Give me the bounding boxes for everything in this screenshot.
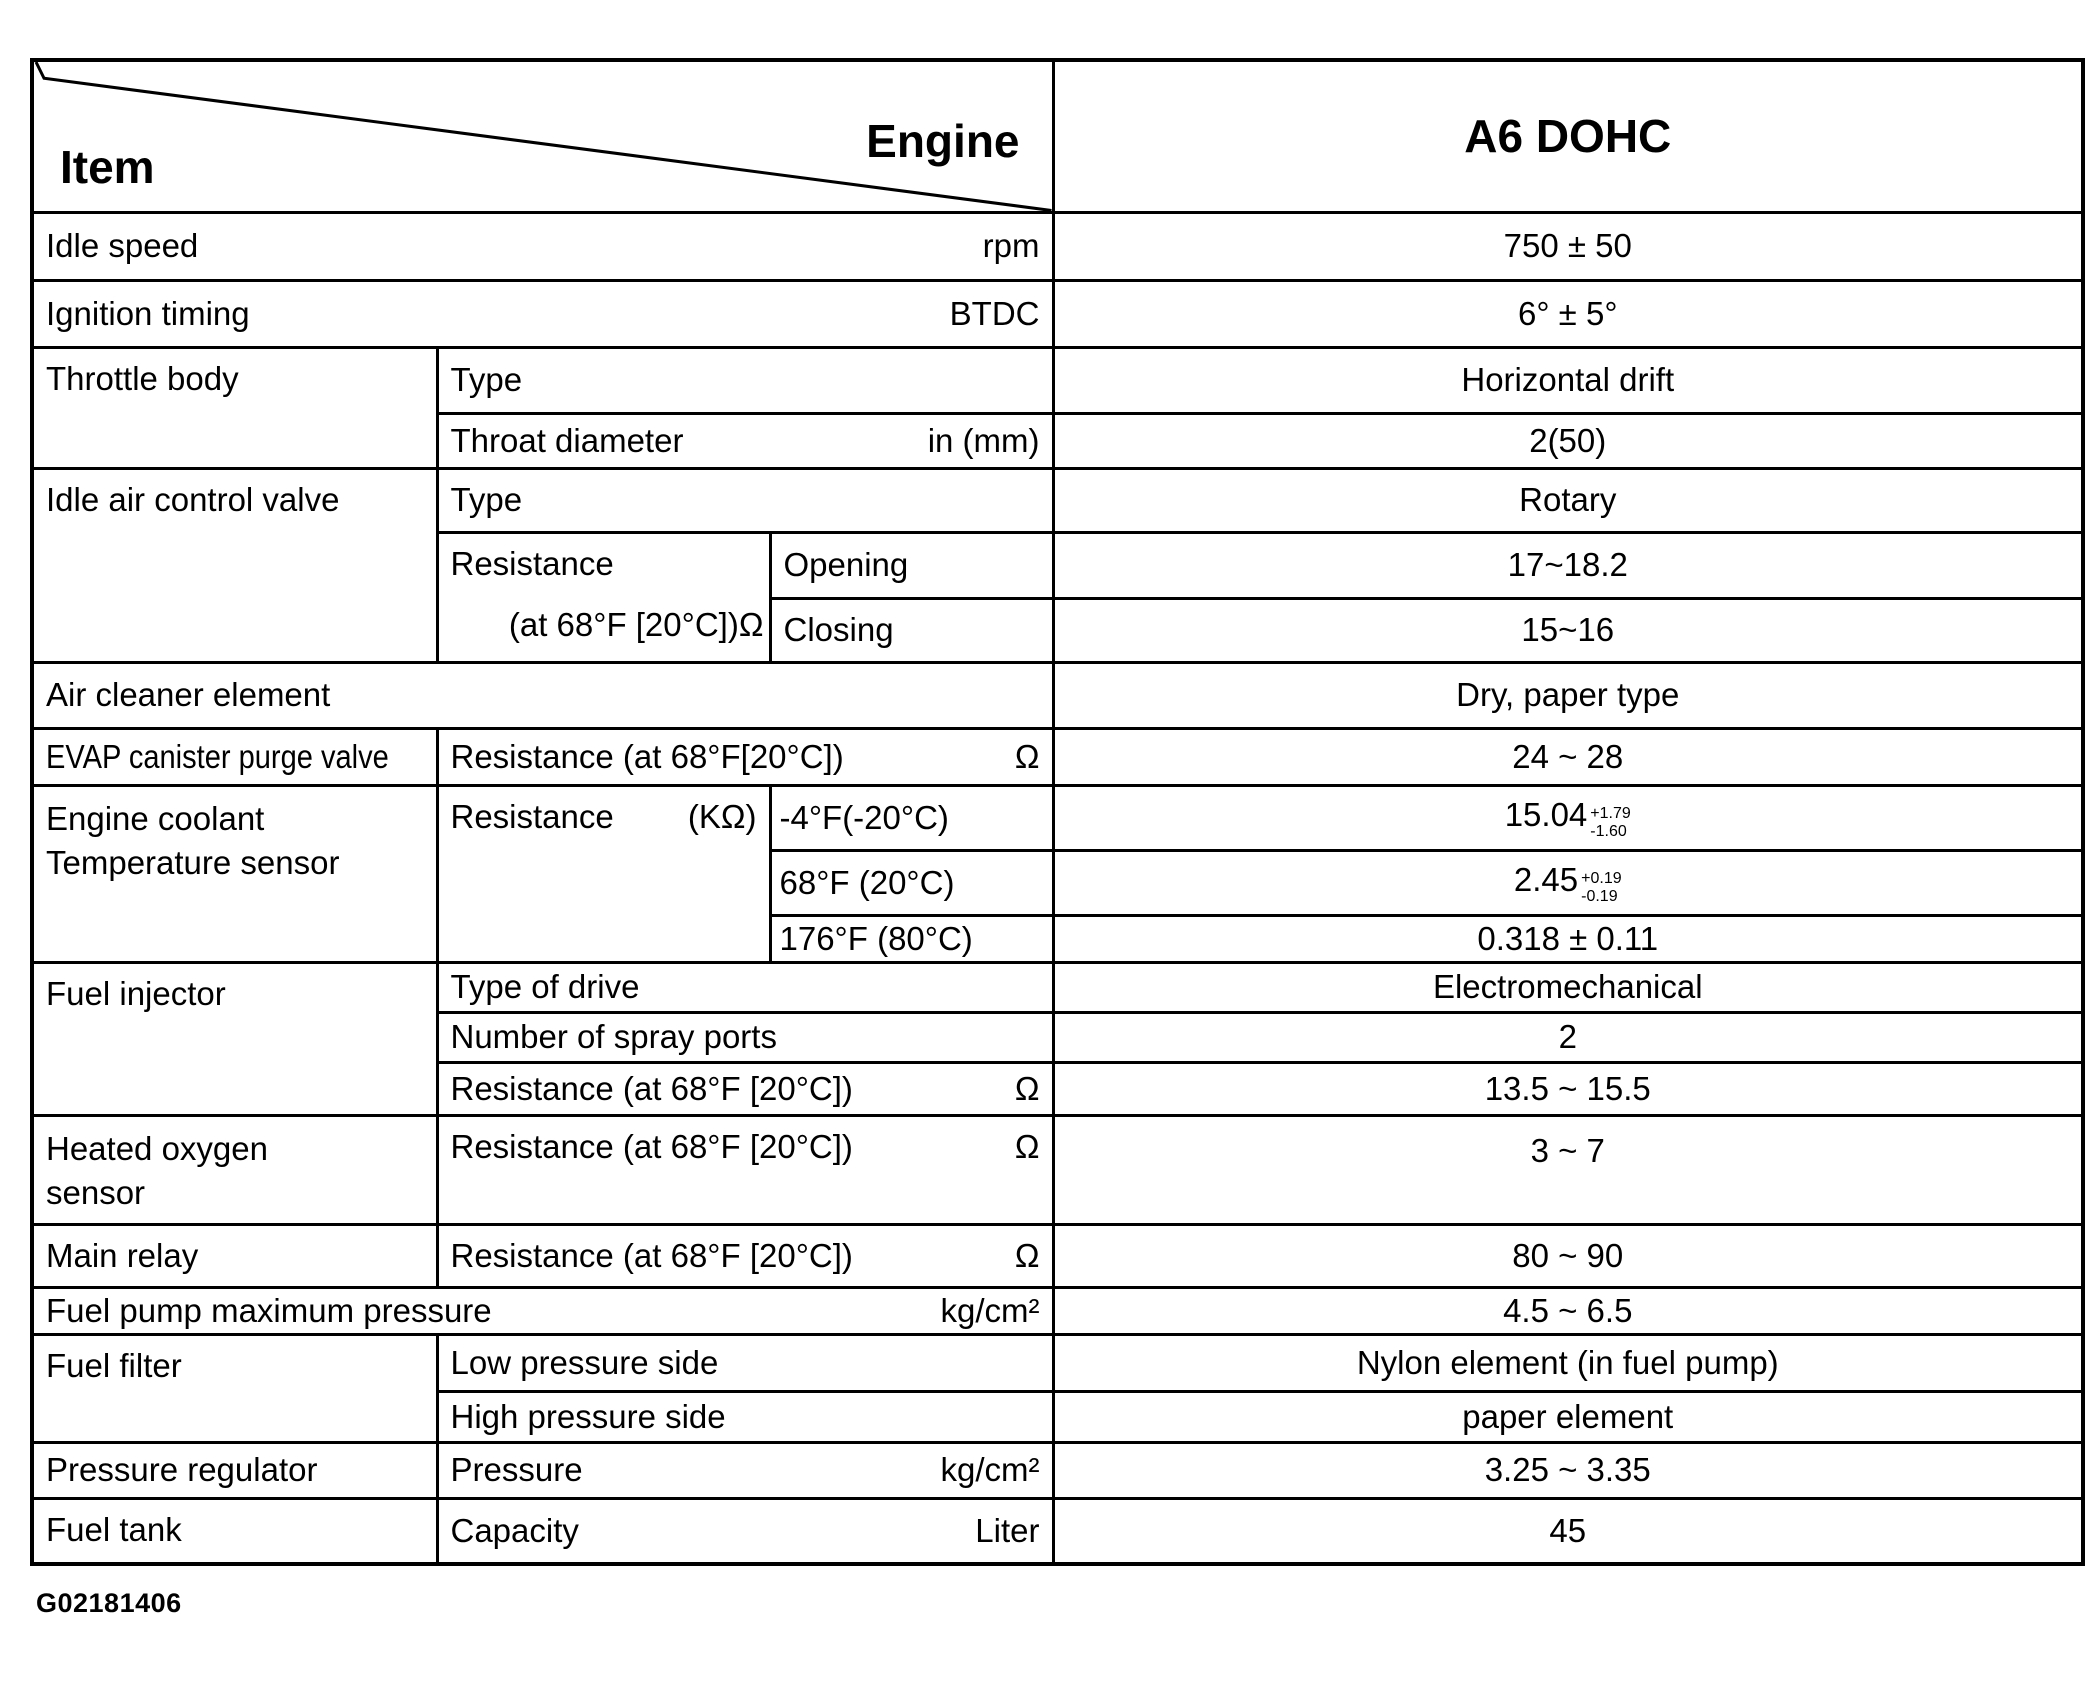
row-label: Resistance (at 68°F [20°C]) xyxy=(450,1236,853,1274)
iacv-closing-value: 15~16 xyxy=(1053,598,2083,662)
iacv-label-cell: Idle air control valve xyxy=(32,468,437,662)
evap-resistance-value: 24 ~ 28 xyxy=(1053,728,2083,785)
fuel-pump-value: 4.5 ~ 6.5 xyxy=(1053,1287,2083,1334)
header-row xyxy=(32,60,2083,212)
spray-ports-value: 2 xyxy=(1053,1012,2083,1062)
row-unit: in (mm) xyxy=(927,421,1040,459)
figure-code: G02181406 xyxy=(36,1588,182,1618)
row-label: Ignition timing xyxy=(46,294,250,332)
row-unit: BTDC xyxy=(949,294,1040,332)
high-pressure-value: paper element xyxy=(1053,1391,2083,1442)
tolerance-minus: -1.60 xyxy=(1590,822,1627,840)
row-label-line2: sensor xyxy=(46,1174,146,1212)
idle-speed-label-cell xyxy=(32,212,1053,280)
pressure-regulator-label-cell: Pressure regulator xyxy=(32,1442,437,1498)
row-label: Fuel pump maximum pressure xyxy=(46,1291,492,1329)
fuel-pump-row xyxy=(32,1287,2083,1334)
fuel-injector-label-cell: Fuel injector xyxy=(32,962,437,1115)
fuel-tank-row xyxy=(32,1498,2083,1564)
row-label: EVAP canister purge valve xyxy=(46,737,389,775)
throat-diameter-label-cell xyxy=(437,413,1053,468)
main-relay-resistance-value: 80 ~ 90 xyxy=(1053,1224,2083,1287)
heated-oxygen-sensor-row xyxy=(32,1115,2083,1224)
row-label: Resistance (at 68°F [20°C]) xyxy=(450,1069,853,1107)
ect-value-1 xyxy=(1053,785,2083,850)
idle-speed-row xyxy=(32,212,2083,280)
high-pressure-label-cell: High pressure side xyxy=(437,1391,1053,1442)
ignition-timing-row xyxy=(32,280,2083,347)
tolerance-minus: -0.19 xyxy=(1581,887,1618,905)
value-main: 15.04 xyxy=(1504,795,1588,833)
row-label: Resistance (at 68°F[20°C]) xyxy=(450,737,844,775)
low-pressure-value: Nylon element (in fuel pump) xyxy=(1053,1334,2083,1391)
evap-resistance-label-cell xyxy=(437,728,1053,785)
capacity-label-cell xyxy=(437,1498,1053,1564)
throat-diameter-value: 2(50) xyxy=(1053,413,2083,468)
row-unit: kg/cm² xyxy=(940,1451,1040,1489)
ohm-unit: Ω xyxy=(1014,1127,1040,1165)
row-unit: Liter xyxy=(975,1511,1040,1549)
air-cleaner-value: Dry, paper type xyxy=(1053,662,2083,728)
ho2s-resistance-label-cell xyxy=(437,1115,1053,1224)
throttle-body-type-value: Horizontal drift xyxy=(1053,347,2083,413)
low-pressure-label-cell: Low pressure side xyxy=(437,1334,1053,1391)
iacv-resistance-label-cell xyxy=(437,532,770,662)
main-relay-label-cell: Main relay xyxy=(32,1224,437,1287)
ect-sensor-label-cell xyxy=(32,785,437,962)
ect-resistance-label-cell xyxy=(437,785,770,962)
fuel-pump-label-cell xyxy=(32,1287,1053,1334)
pressure-regulator-row xyxy=(32,1442,2083,1498)
fuel-tank-value: 45 xyxy=(1053,1498,2083,1564)
fuel-filter-low-row xyxy=(32,1334,2083,1391)
resistance-label: Resistance xyxy=(450,544,614,582)
tolerance xyxy=(1590,805,1630,840)
evap-valve-row xyxy=(32,728,2083,785)
ect-condition-cell: 176°F (80°C) xyxy=(770,915,1053,962)
throttle-body-type-label-cell: Type xyxy=(437,347,1053,413)
row-label: Resistance (at 68°F [20°C]) xyxy=(450,1127,853,1165)
iacv-opening-label-cell: Opening xyxy=(770,532,1053,598)
iacv-closing-label-cell: Closing xyxy=(770,598,1053,662)
iacv-type-row xyxy=(32,468,2083,532)
idle-speed-value: 750 ± 50 xyxy=(1053,212,2083,280)
resistance-label: Resistance xyxy=(450,797,614,835)
kohm-unit: (KΩ) xyxy=(687,797,757,835)
ignition-timing-label-cell xyxy=(32,280,1053,347)
ho2s-resistance-value: 3 ~ 7 xyxy=(1053,1115,2083,1224)
fuel-tank-label-cell: Fuel tank xyxy=(32,1498,437,1564)
row-label: Capacity xyxy=(450,1511,579,1549)
row-label: Pressure xyxy=(450,1451,583,1489)
iacv-type-label-cell: Type xyxy=(437,468,1053,532)
type-of-drive-value: Electromechanical xyxy=(1053,962,2083,1012)
tolerance xyxy=(1581,870,1621,905)
iacv-type-value: Rotary xyxy=(1053,468,2083,532)
header-engine-name: A6 DOHC xyxy=(1053,60,2083,212)
fuel-filter-label-cell: Fuel filter xyxy=(32,1334,437,1442)
main-relay-resistance-label-cell xyxy=(437,1224,1053,1287)
tolerance-plus: +0.19 xyxy=(1581,869,1622,887)
throttle-body-label-cell: Throttle body xyxy=(32,347,437,468)
throttle-body-type-row xyxy=(32,347,2083,413)
value-main: 2.45 xyxy=(1513,860,1579,898)
resistance-condition-label: (at 68°F [20°C])Ω xyxy=(508,605,764,643)
ohm-unit: Ω xyxy=(1014,1069,1040,1107)
ect-value-3: 0.318 ± 0.11 xyxy=(1053,915,2083,962)
row-label: Idle speed xyxy=(46,227,199,265)
evap-label-cell xyxy=(32,728,437,785)
row-label-line2: Temperature sensor xyxy=(46,844,340,882)
pressure-label-cell xyxy=(437,1442,1053,1498)
row-label: Throat diameter xyxy=(450,421,684,459)
ohm-unit: Ω xyxy=(1014,1236,1040,1274)
fuel-injector-resistance-label-cell xyxy=(437,1062,1053,1115)
tolerance-plus: +1.79 xyxy=(1590,804,1631,822)
ect-value-2 xyxy=(1053,850,2083,915)
header-item-engine-cell xyxy=(32,60,1053,212)
type-of-drive-label-cell: Type of drive xyxy=(437,962,1053,1012)
ect-sensor-row-1 xyxy=(32,785,2083,850)
engine-spec-table xyxy=(30,58,2085,1566)
row-label-line1: Engine coolant xyxy=(46,799,265,837)
row-label-line1: Heated oxygen xyxy=(46,1129,268,1167)
ho2s-label-cell xyxy=(32,1115,437,1224)
spray-ports-label-cell: Number of spray ports xyxy=(437,1012,1053,1062)
pressure-regulator-value: 3.25 ~ 3.35 xyxy=(1053,1442,2083,1498)
air-cleaner-row xyxy=(32,662,2083,728)
fuel-injector-drive-row xyxy=(32,962,2083,1012)
row-unit: rpm xyxy=(982,227,1040,265)
header-item-label: Item xyxy=(60,141,155,193)
main-relay-row xyxy=(32,1224,2083,1287)
header-engine-label: Engine xyxy=(866,115,1020,167)
ignition-timing-value: 6° ± 5° xyxy=(1053,280,2083,347)
ect-condition-cell: -4°F(-20°C) xyxy=(770,785,1053,850)
fuel-injector-resistance-value: 13.5 ~ 15.5 xyxy=(1053,1062,2083,1115)
air-cleaner-label-cell: Air cleaner element xyxy=(32,662,1053,728)
row-unit: kg/cm² xyxy=(940,1291,1040,1329)
iacv-opening-value: 17~18.2 xyxy=(1053,532,2083,598)
ohm-unit: Ω xyxy=(1014,737,1040,775)
ect-condition-cell: 68°F (20°C) xyxy=(770,850,1053,915)
